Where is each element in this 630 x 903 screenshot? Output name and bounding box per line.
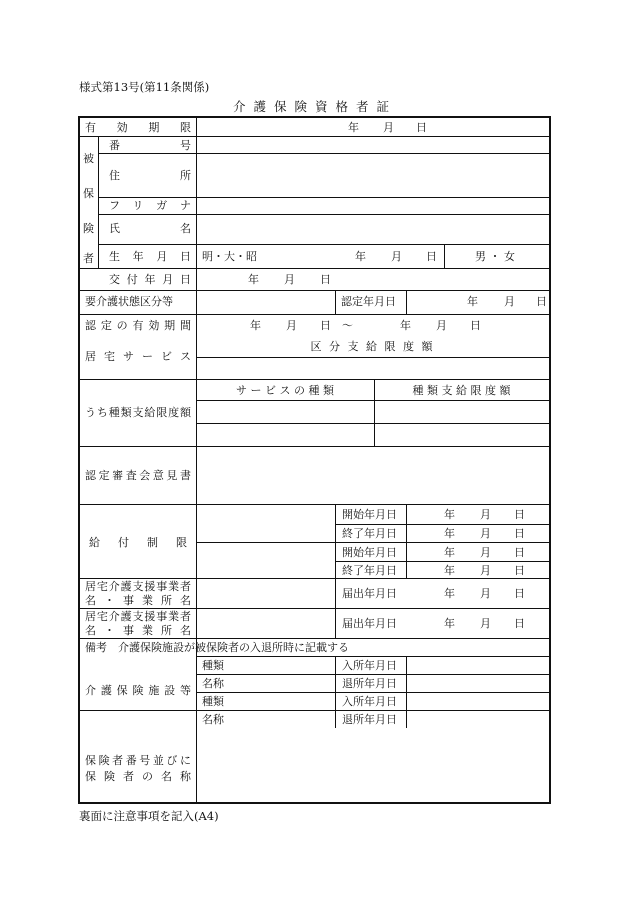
address-label: 住所	[109, 169, 191, 182]
provider-label-2a: 居宅介護支援事業者	[85, 610, 191, 623]
end-date-label-1: 終了年月日	[342, 527, 397, 540]
facility-name-label-2: 名称	[202, 713, 224, 726]
provider-label-1a: 居宅介護支援事業者	[85, 580, 191, 593]
sex-selector: 男 ・ 女	[475, 250, 515, 263]
facility-name-label-1: 名称	[202, 677, 224, 690]
care-level-label: 要介護状態区分等	[85, 295, 173, 308]
dob-label: 生年月日	[109, 250, 191, 263]
name-label: 氏名	[109, 222, 191, 235]
type-limit-amount-header: 種 類 支 給 限 度 額	[412, 384, 511, 397]
kind-label-2: 種類	[202, 695, 224, 708]
certificate-table: 有効期限 年 月 日 被 保 険 者 番号 住所 フリガナ 氏名 生年月日 明・大・昭 年 月 日 男 ・ 女 交付年月日 年 月 日 要介護状態区分等 認定年月日 年 月 日 認定の有効期間 年 月 日 ～ 年 月 日 居宅サービス 区 分 支 給 限 度 額 うち種類支給限度額 サ ー ビ ス の 種 類 種 類 支 給 限 度 額 認定審査会意見書 給付制限 開始年月日 終了年月日 開始年月日 終了年月日 年 月 日 年 月 日 年 月 日 年 月 日 居宅介護支援事業者 名・事業所名 届出年月日 年 月 日 居宅介護支援事業者 名・事業所名 届出年月日 年 月 日 備考 介護保険施設が被保険者の入退所時に記載する 介護保険施設等 種類 名称 種類 名称 入所年月日 退所年月日 入所年月日 退所年月日 保険者番号並びに 保険者の名称	[78, 116, 551, 804]
form-number: 様式第13号(第11条関係)	[79, 80, 210, 94]
remarks: 備考 介護保険施設が被保険者の入退所時に記載する	[85, 641, 349, 654]
admit-date-label-2: 入所年月日	[342, 695, 397, 708]
footer-note: 裏面に注意事項を記入(A4)	[79, 809, 219, 823]
insured-char-2: 保	[83, 187, 94, 200]
insured-char-1: 被	[83, 152, 94, 165]
cert-period-label: 認定の有効期間	[85, 319, 191, 332]
dob-era: 明・大・昭	[202, 250, 257, 263]
kind-label-1: 種類	[202, 659, 224, 672]
furigana-label: フリガナ	[109, 199, 191, 212]
issue-date-label: 交付年月日	[109, 273, 191, 286]
leave-date-label-1: 退所年月日	[342, 677, 397, 690]
type-limit-label: うち種類支給限度額	[85, 406, 191, 419]
notify-date-label-1: 届出年月日	[342, 587, 397, 600]
review-opinion-label: 認定審査会意見書	[85, 469, 191, 482]
insurer-label-2: 保険者の名称	[85, 770, 191, 783]
provider-label-1b: 名・事業所名	[85, 594, 191, 607]
notify-date-label-2: 届出年月日	[342, 617, 397, 630]
validity-label: 有効期限	[85, 121, 191, 134]
form-title: 介護保険資格者証	[232, 99, 397, 114]
insurer-label-1: 保険者番号並びに	[85, 754, 191, 767]
home-service-label: 居宅サービス	[85, 350, 191, 363]
service-type-header: サ ー ビ ス の 種 類	[236, 384, 334, 397]
insured-char-3: 険	[83, 222, 94, 235]
cert-date-label: 認定年月日	[341, 295, 396, 308]
limit-amount-header: 区 分 支 給 限 度 額	[310, 340, 435, 353]
start-date-label-2: 開始年月日	[342, 546, 397, 559]
facility-label: 介護保険施設等	[85, 684, 191, 697]
benefit-limit-label: 給付制限	[89, 536, 187, 549]
admit-date-label-1: 入所年月日	[342, 659, 397, 672]
end-date-label-2: 終了年月日	[342, 564, 397, 577]
insured-char-4: 者	[83, 252, 94, 265]
number-label: 番号	[109, 139, 191, 152]
start-date-label-1: 開始年月日	[342, 508, 397, 521]
leave-date-label-2: 退所年月日	[342, 713, 397, 726]
provider-label-2b: 名・事業所名	[85, 624, 191, 637]
